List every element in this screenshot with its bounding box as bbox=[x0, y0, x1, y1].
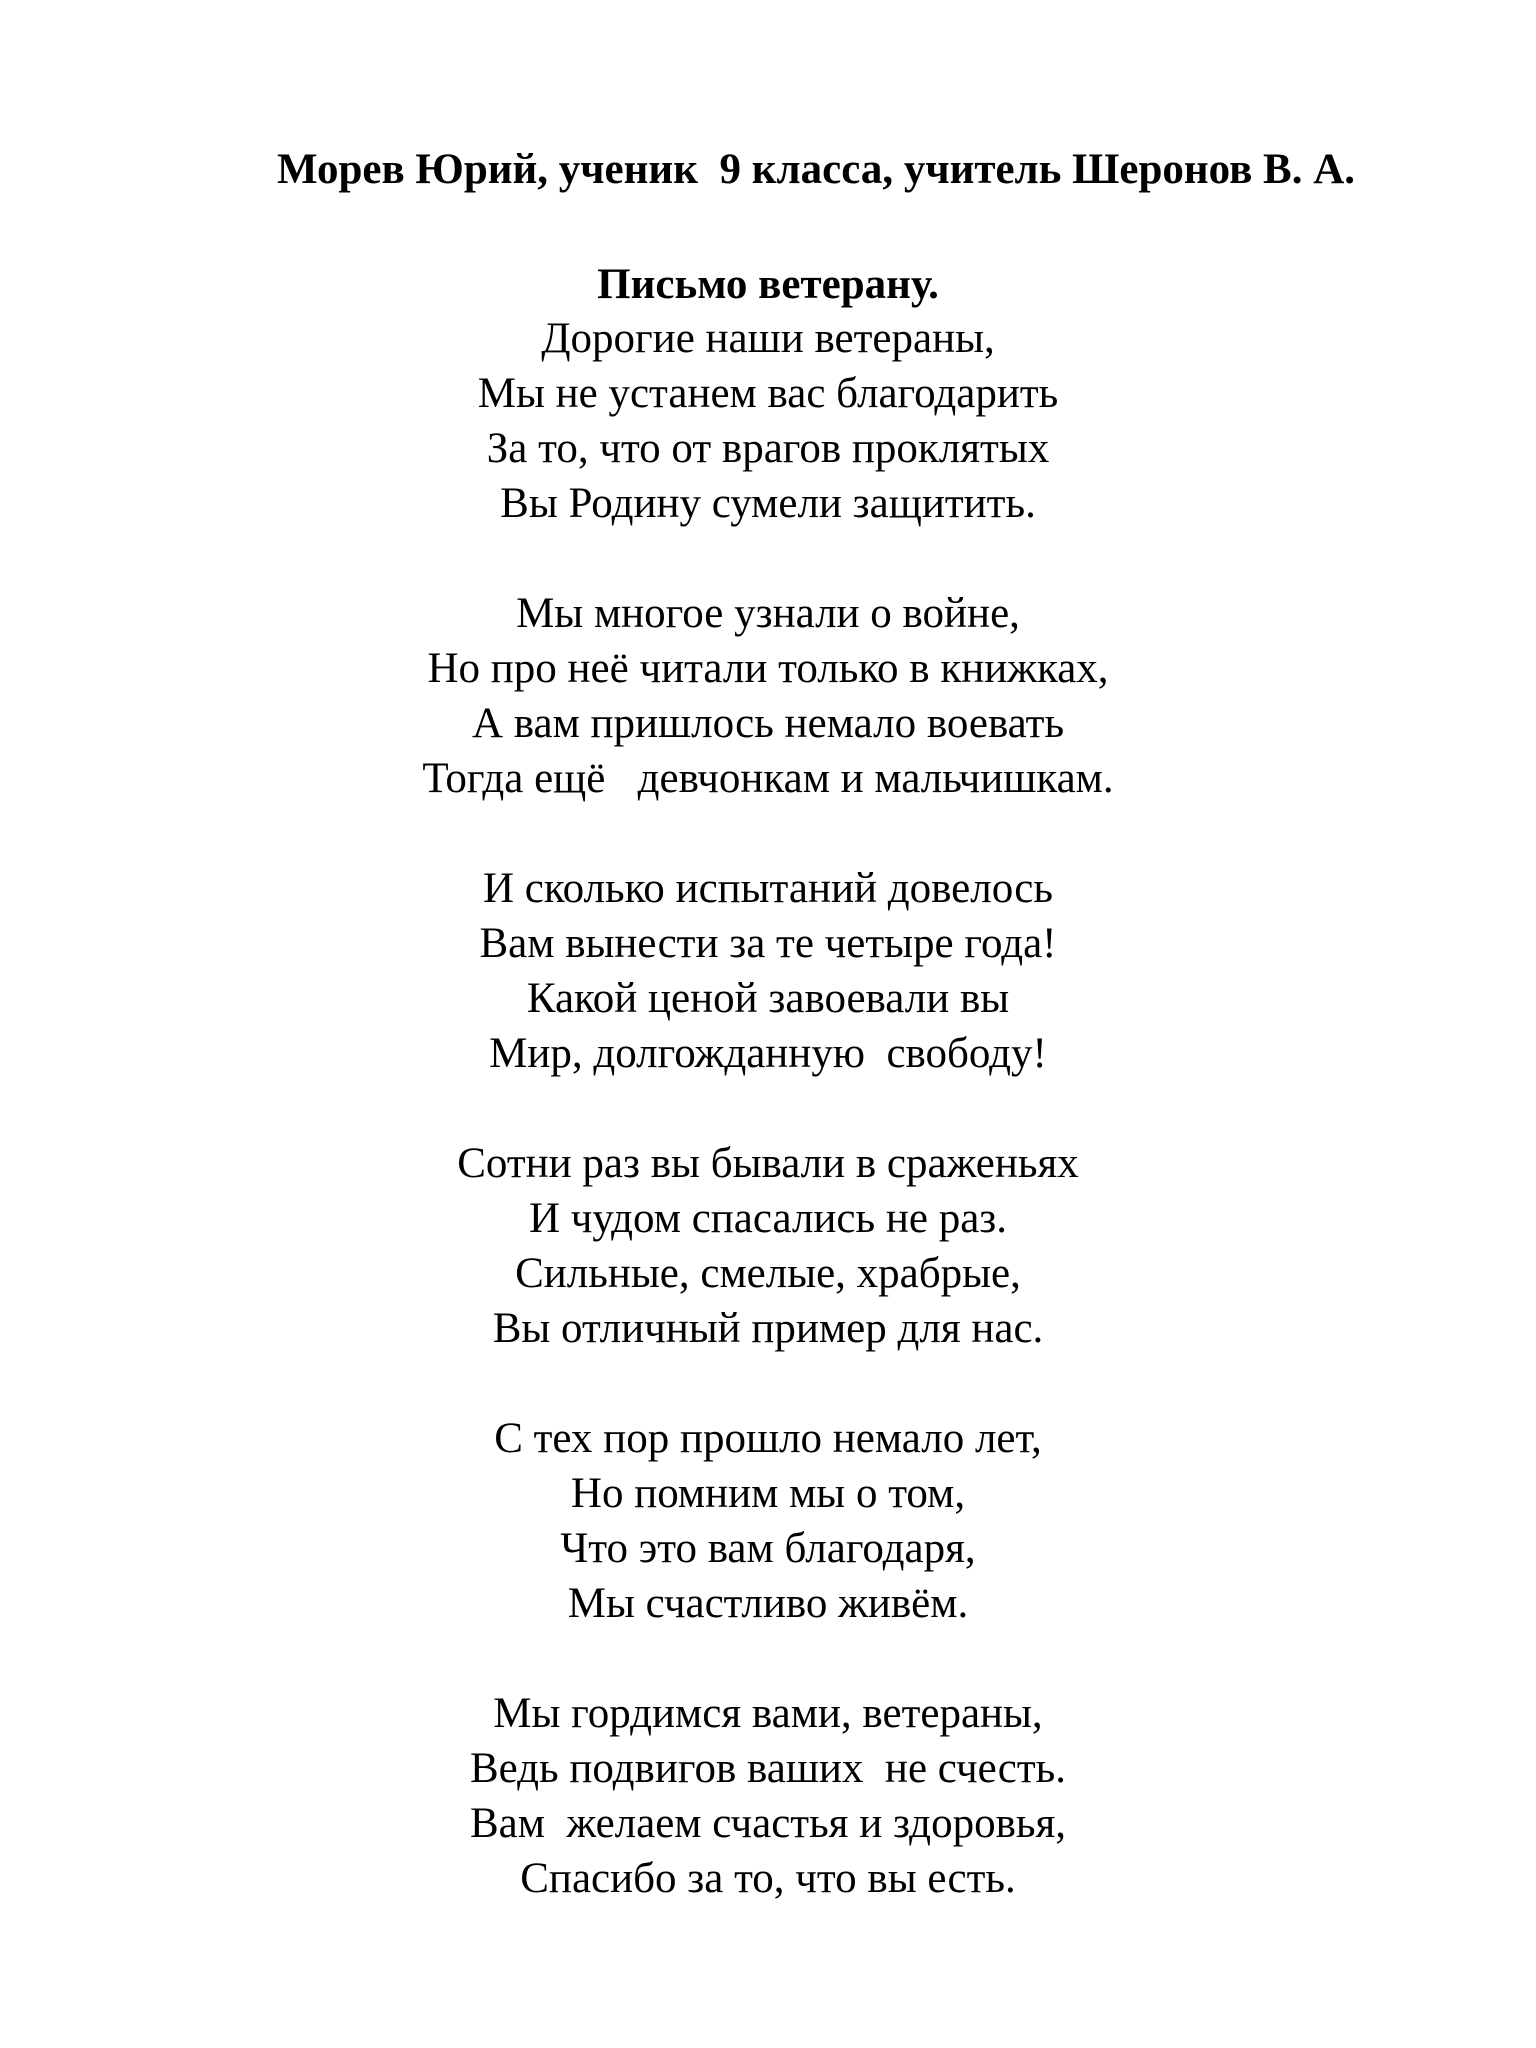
poem-line: Сильные, смелые, храбрые, bbox=[515, 1250, 1021, 1297]
author-line: Морев Юрий, ученик 9 класса, учитель Шеронов В. А. bbox=[276, 146, 1356, 193]
poem-line: Сотни раз вы бывали в сраженьях bbox=[457, 1140, 1079, 1187]
poem-line: Вы отличный пример для нас. bbox=[492, 1305, 1044, 1352]
stanza-4 bbox=[0, 1136, 1536, 1356]
stanza-6 bbox=[0, 1686, 1536, 1906]
poem-line: Мы гордимся вами, ветераны, bbox=[493, 1690, 1043, 1737]
poem-line: Спасибо за то, что вы есть. bbox=[520, 1855, 1016, 1902]
poem-line: Мы многое узнали о войне, bbox=[516, 590, 1020, 637]
poem-line: Но помним мы о том, bbox=[570, 1470, 966, 1517]
poem-line: И чудом спасались не раз. bbox=[528, 1195, 1008, 1242]
poem-line: Вам желаем счастья и здоровья, bbox=[469, 1800, 1067, 1847]
stanza-2 bbox=[0, 586, 1536, 806]
stanza-3 bbox=[0, 861, 1536, 1081]
poem-line: С тех пор прошло немало лет, bbox=[494, 1415, 1042, 1462]
poem-line: Что это вам благодаря, bbox=[560, 1525, 976, 1572]
poem-line: Вы Родину сумели защитить. bbox=[500, 480, 1036, 527]
poem-line: Ведь подвигов ваших не счесть. bbox=[469, 1745, 1067, 1792]
poem-line: Дорогие наши ветераны, bbox=[541, 315, 995, 362]
poem-title: Письмо ветерану. bbox=[597, 261, 939, 308]
poem-line: Но про неё читали только в книжках, bbox=[427, 645, 1109, 692]
poem-line: А вам пришлось немало воевать bbox=[471, 700, 1065, 747]
stanza-1 bbox=[0, 311, 1536, 531]
poem-line: Тогда ещё девчонкам и мальчишкам. bbox=[422, 755, 1114, 802]
poem-line: И сколько испытаний довелось bbox=[483, 865, 1053, 912]
poem-line: Мир, долгожданную свободу! bbox=[489, 1030, 1047, 1077]
poem-line: Вам вынести за те четыре года! bbox=[479, 920, 1057, 967]
stanza-5 bbox=[0, 1411, 1536, 1631]
poem-body bbox=[0, 311, 1536, 1906]
poem-line: Какой ценой завоевали вы bbox=[526, 975, 1010, 1022]
poem-line: Мы счастливо живём. bbox=[567, 1580, 969, 1627]
poem-line: Мы не устанем вас благодарить bbox=[477, 370, 1059, 417]
poem-line: За то, что от врагов проклятых bbox=[486, 425, 1050, 472]
